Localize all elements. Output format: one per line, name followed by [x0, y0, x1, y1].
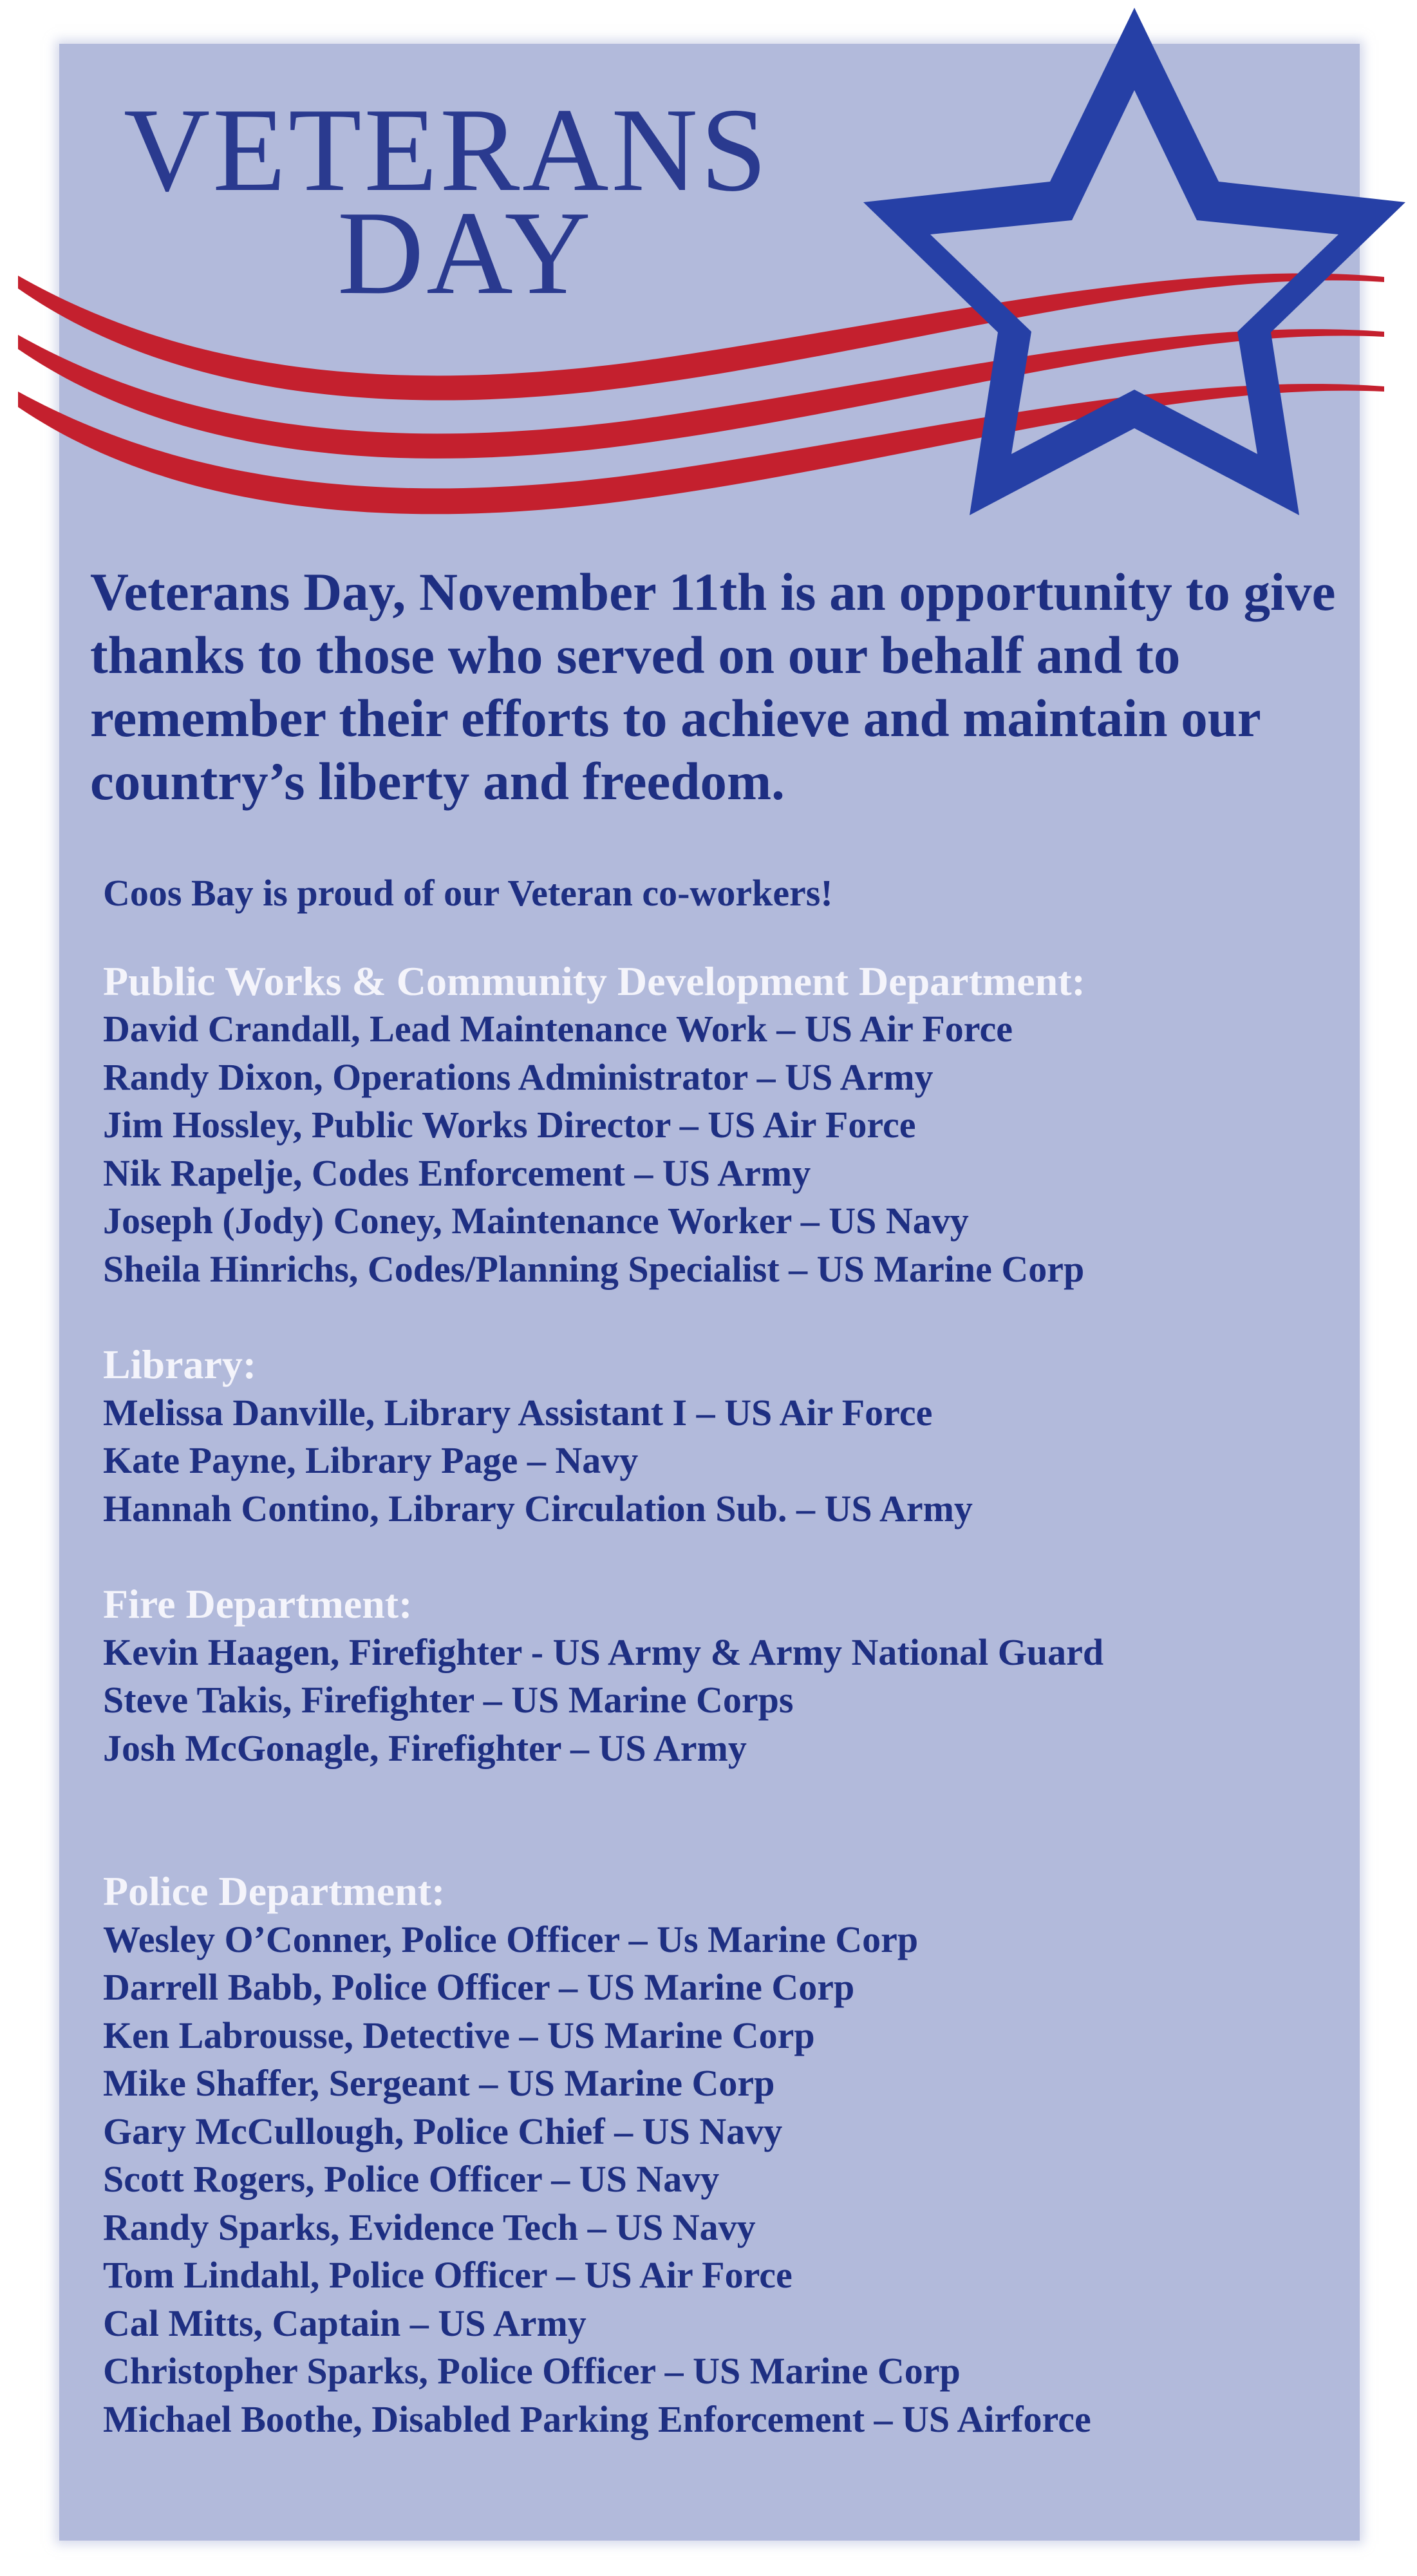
list-item: Nik Rapelje, Codes Enforcement – US Army [103, 1151, 811, 1194]
list-item: Melissa Danville, Library Assistant I – US Air Force [103, 1391, 933, 1434]
department-library [103, 1341, 1352, 1533]
section-spacer [103, 1772, 1352, 1868]
department-heading: Fire Department: [103, 1581, 413, 1627]
list-item: Hannah Contino, Library Circulation Sub. – US Army [103, 1487, 973, 1530]
banner-graphic [0, 0, 1417, 554]
list-item: Randy Dixon, Operations Administrator – US Army [103, 1056, 934, 1098]
department-fire [103, 1580, 1352, 1772]
tagline: Coos Bay is proud of our Veteran co-workers! [103, 872, 833, 914]
list-item: Gary McCullough, Police Chief – US Navy [103, 2110, 783, 2152]
section-spacer [103, 1293, 1352, 1341]
list-item: Joseph (Jody) Coney, Maintenance Worker – US Navy [103, 1200, 969, 1242]
list-item: Sheila Hinrichs, Codes/Planning Specialist – US Marine Corp [103, 1247, 1085, 1290]
section-spacer [103, 1533, 1352, 1580]
list-item: Christopher Sparks, Police Officer – US Marine Corp [103, 2350, 961, 2392]
list-item: David Crandall, Lead Maintenance Work – US Air Force [103, 1008, 1013, 1050]
list-item: Ken Labrousse, Detective – US Marine Corp [103, 2014, 815, 2056]
list-item: Michael Boothe, Disabled Parking Enforcement – US Airforce [103, 2398, 1091, 2440]
list-item: Randy Sparks, Evidence Tech – US Navy [103, 2206, 756, 2248]
list-item: Kate Payne, Library Page – Navy [103, 1439, 639, 1481]
department-police [103, 1868, 1352, 2443]
banner-title-veterans: VETERANS [124, 84, 770, 216]
list-item: Kevin Haagen, Firefighter - US Army & Army National Guard [103, 1631, 1104, 1673]
list-item: Cal Mitts, Captain – US Army [103, 2302, 587, 2344]
veterans-list [103, 869, 1352, 2443]
list-item: Tom Lindahl, Police Officer – US Air Force [103, 2254, 793, 2296]
list-item: Darrell Babb, Police Officer – US Marine Corp [103, 1966, 855, 2008]
flag-stripes-icon [18, 274, 1384, 515]
department-heading: Police Department: [103, 1868, 446, 1914]
list-item: Scott Rogers, Police Officer – US Navy [103, 2158, 720, 2200]
intro-paragraph: Veterans Day, November 11th is an opportunity to give thanks to those who served on our behalf and to remember their efforts to achieve and maintain our country’s liberty and freedom. [90, 562, 1336, 811]
list-item: Josh McGonagle, Firefighter – US Army [103, 1727, 747, 1769]
list-item: Steve Takis, Firefighter – US Marine Corps [103, 1679, 794, 1721]
list-item: Wesley O’Conner, Police Officer – Us Marine Corp [103, 1918, 919, 1960]
department-public-works [103, 958, 1352, 1294]
department-heading: Library: [103, 1341, 257, 1387]
banner-title-day: DAY [337, 187, 594, 319]
department-heading: Public Works & Community Development Department: [103, 958, 1085, 1004]
list-item: Mike Shaffer, Sergeant – US Marine Corp [103, 2062, 775, 2104]
list-item: Jim Hossley, Public Works Director – US Air Force [103, 1104, 916, 1146]
